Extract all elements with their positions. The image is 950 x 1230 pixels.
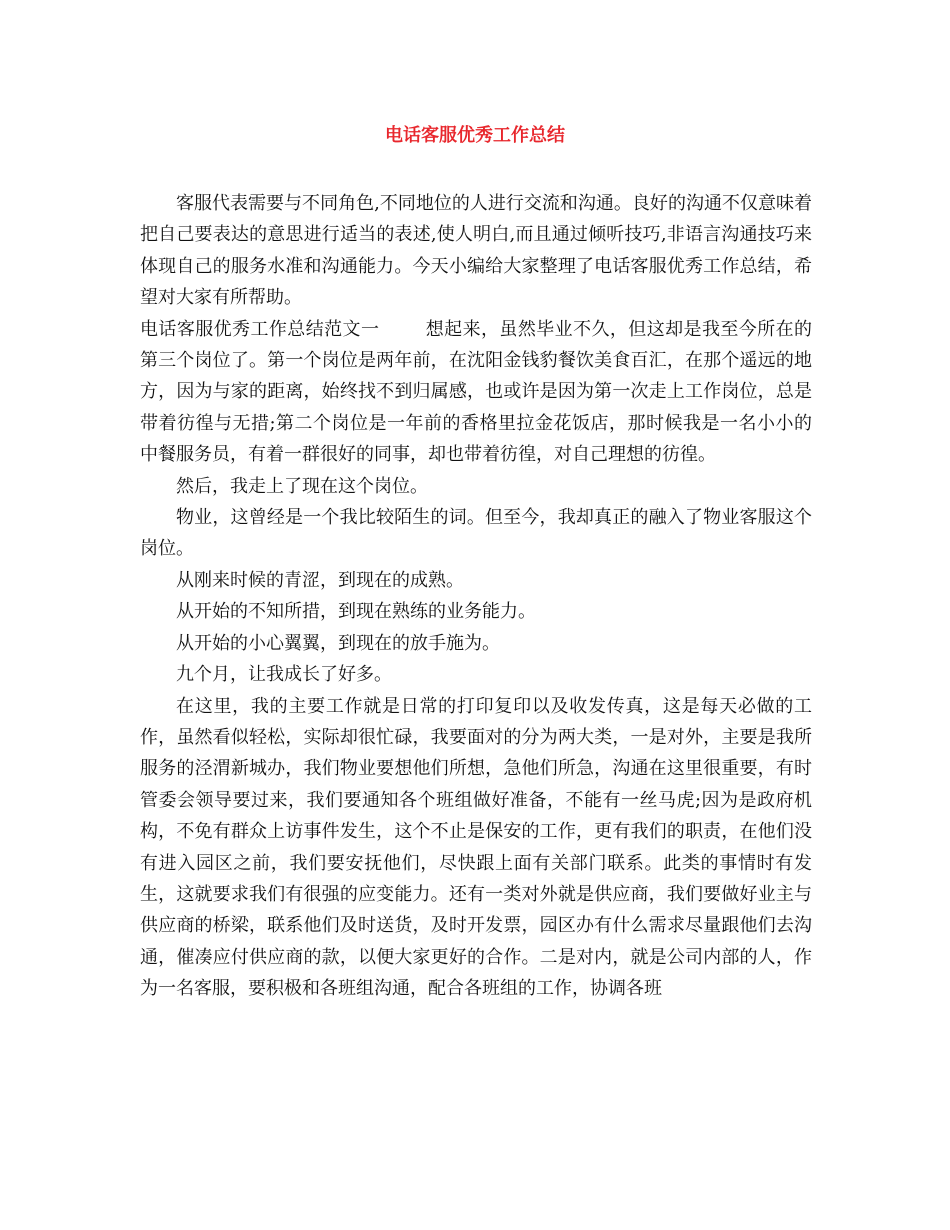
paragraph: 物业，这曾经是一个我比较陌生的词。但至今，我却真正的融入了物业客服这个岗位。 [140, 507, 812, 560]
paragraph: 九个月，让我成长了好多。 [176, 664, 392, 686]
section-first-paragraph-text: 想起来，虽然毕业不久，但这却是我至今所在的第三个岗位了。第一个岗位是两年前，在沈阳金钱豹餐饮美食百汇，在那个遥远的地方，因为与家的距离，始终找不到归属感，也或许是因为第一次走上工作岗位，总是带着彷徨与无措;第二个岗位是一年前的香格里拉金花饭店，那时候我是一名小小的中餐服务员，有着一群很好的同事，却也带着彷徨，对自己理想的彷徨。 [140, 318, 813, 466]
paragraph: 从开始的小心翼翼，到现在的放手施为。 [176, 632, 500, 654]
document-title: 电话客服优秀工作总结 [385, 125, 565, 146]
intro-paragraph: 客服代表需要与不同角色,不同地位的人进行交流和沟通。良好的沟通不仅意味着把自己要表达的意思进行适当的表述,使人明白,而且通过倾听技巧,非语言沟通技巧来体现自己的服务水准和沟通能力。今天小编给大家整理了电话客服优秀工作总结，希望对大家有所帮助。 [140, 193, 812, 309]
paragraph: 从开始的不知所措，到现在熟练的业务能力。 [176, 601, 536, 623]
document-body [140, 188, 812, 1005]
section-first-paragraph [140, 314, 812, 471]
section-heading: 电话客服优秀工作总结范文一 [140, 318, 380, 340]
paragraph: 然后，我走上了现在这个岗位。 [176, 475, 428, 497]
paragraph: 在这里，我的主要工作就是日常的打印复印以及收发传真，这是每天必做的工作，虽然看似轻松，实际却很忙碌，我要面对的分为两大类，一是对外，主要是我所服务的泾渭新城办，我们物业要想他们所想，急他们所急，沟通在这里很重要，有时管委会领导要过来，我们要通知各个班组做好准备，不能有一丝马虎;因为是政府机构，不免有群众上访事件发生，这个不止是保安的工作，更有我们的职责，在他们没有进入园区之前，我们要安抚他们，尽快跟上面有关部门联系。此类的事情时有发生，这就要求我们有很强的应变能力。还有一类对外就是供应商，我们要做好业主与供应商的桥梁，联系他们及时送货，及时开发票，园区办有什么需求尽量跟他们去沟通，催凑应付供应商的款，以便大家更好的合作。二是对内，就是公司内部的人，作为一名客服，要积极和各班组沟通，配合各班组的工作，协调各班 [140, 695, 812, 1000]
paragraph: 从刚来时候的青涩，到现在的成熟。 [176, 569, 464, 591]
